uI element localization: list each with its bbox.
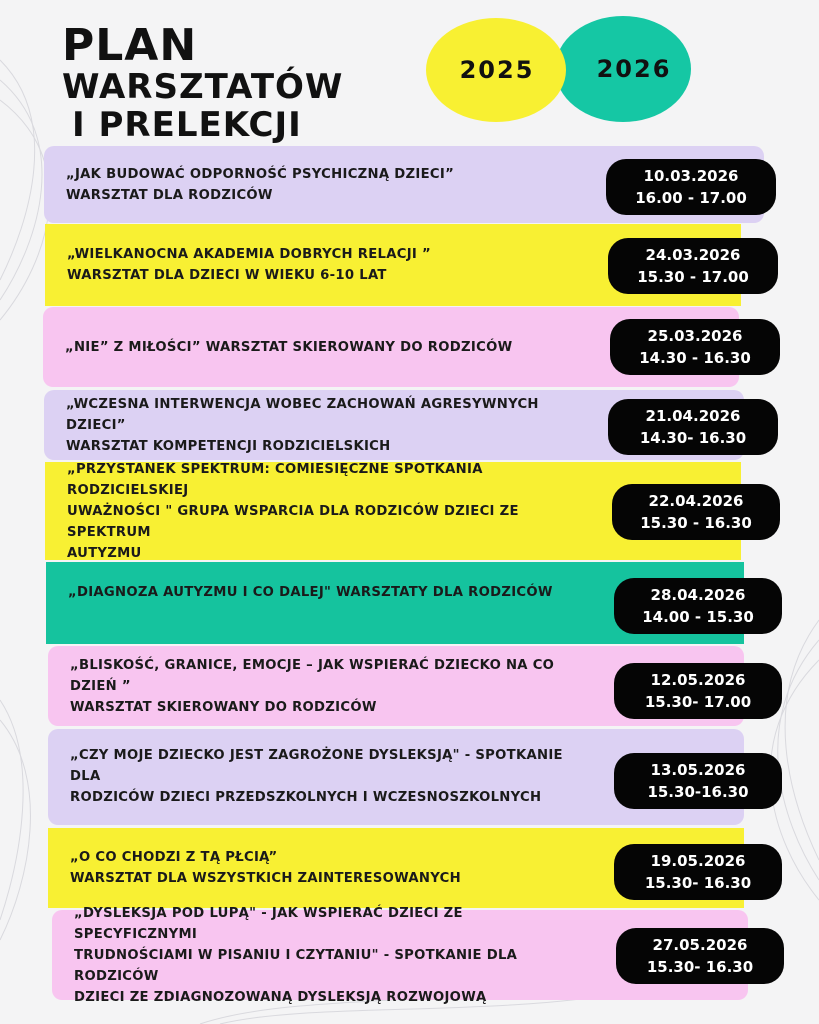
event-date-pill bbox=[614, 663, 782, 719]
event-date-pill bbox=[608, 399, 778, 455]
event-date-pill bbox=[612, 484, 780, 540]
event-date: 12.05.2026 bbox=[650, 671, 746, 689]
event-time: 15.30- 16.30 bbox=[644, 874, 752, 892]
event-time: 15.30 - 17.00 bbox=[637, 268, 749, 286]
event-title: „BLISKOŚĆ, GRANICE, EMOCJE – JAK WSPIERAĆ DZIECKO NA CO DZIEŃ ” WARSZTAT SKIEROWANY DO RODZICÓW bbox=[70, 657, 555, 715]
event-time: 15.30- 17.00 bbox=[644, 693, 752, 711]
event-time: 14.30 - 16.30 bbox=[639, 349, 751, 367]
event-date: 27.05.2026 bbox=[652, 936, 748, 954]
event-title: „JAK BUDOWAĆ ODPORNOŚĆ PSYCHICZNĄ DZIECI” WARSZTAT DLA RODZICÓW bbox=[66, 166, 455, 203]
event-date-pill bbox=[614, 844, 782, 900]
event-title: „WCZESNA INTERWENCJA WOBEC ZACHOWAŃ AGRESYWNYCH DZIECI” WARSZTAT KOMPETENCJI RODZICIELSKICH bbox=[66, 396, 539, 454]
event-date: 21.04.2026 bbox=[645, 407, 741, 425]
event-title: „DYSLEKSJA POD LUPĄ" - JAK WSPIERAĆ DZIECI ZE SPECYFICZNYMI TRUDNOŚCIAMI W PISANIU I CZYTANIU" - SPOTKANIE DLA RODZICÓW DZIECI ZE ZDIAGNOZOWANĄ DYSLEKSJĄ ROZWOJOWĄ bbox=[74, 905, 518, 1005]
event-time: 15.30 - 16.30 bbox=[640, 514, 752, 532]
event-date-pill bbox=[606, 159, 776, 215]
event-date: 10.03.2026 bbox=[643, 167, 739, 185]
title-line-2: WARSZTATÓW bbox=[62, 67, 344, 107]
event-date-pill bbox=[614, 753, 782, 809]
event-date: 25.03.2026 bbox=[647, 327, 743, 345]
page-title bbox=[62, 20, 344, 145]
year-badge-2025: 2025 bbox=[426, 18, 566, 122]
event-title: „O CO CHODZI Z TĄ PŁCIĄ” WARSZTAT DLA WSZYSTKICH ZAINTERESOWANYCH bbox=[70, 850, 461, 886]
title-line-3: I PRELEKCJI bbox=[72, 105, 302, 145]
event-date: 24.03.2026 bbox=[645, 246, 741, 264]
event-date: 28.04.2026 bbox=[650, 586, 746, 604]
event-date-pill bbox=[614, 578, 782, 634]
event-time: 15.30-16.30 bbox=[647, 783, 749, 801]
event-title: „DIAGNOZA AUTYZMU I CO DALEJ" WARSZTATY DLA RODZICÓW bbox=[68, 585, 553, 600]
event-title: „PRZYSTANEK SPEKTRUM: COMIESIĘCZNE SPOTKANIA RODZICIELSKIEJ UWAŻNOŚCI " GRUPA WSPARCIA DLA RODZICÓW DZIECI ZE SPEKTRUM AUTYZMU bbox=[67, 461, 519, 561]
event-date: 22.04.2026 bbox=[648, 492, 744, 510]
event-time: 14.30- 16.30 bbox=[639, 429, 747, 447]
event-date-pill bbox=[616, 928, 784, 984]
event-title: „WIELKANOCNA AKADEMIA DOBRYCH RELACJI ” WARSZTAT DLA DZIECI W WIEKU 6-10 LAT bbox=[67, 247, 431, 283]
event-date: 19.05.2026 bbox=[650, 852, 746, 870]
event-date-pill bbox=[608, 238, 778, 294]
event-title: „NIE” Z MIŁOŚCI” WARSZTAT SKIEROWANY DO RODZICÓW bbox=[65, 339, 513, 355]
event-time: 14.00 - 15.30 bbox=[642, 608, 754, 626]
event-time: 15.30- 16.30 bbox=[646, 958, 754, 976]
event-time: 16.00 - 17.00 bbox=[635, 189, 747, 207]
year-badge-2026: 2026 bbox=[555, 16, 691, 122]
event-date: 13.05.2026 bbox=[650, 761, 746, 779]
title-line-1: PLAN bbox=[62, 20, 198, 71]
event-title: „CZY MOJE DZIECKO JEST ZAGROŻONE DYSLEKSJĄ" - SPOTKANIE DLA RODZICÓW DZIECI PRZEDSZKOLNYCH I WCZESNOSZKOLNYCH bbox=[70, 748, 563, 805]
event-date-pill bbox=[610, 319, 780, 375]
